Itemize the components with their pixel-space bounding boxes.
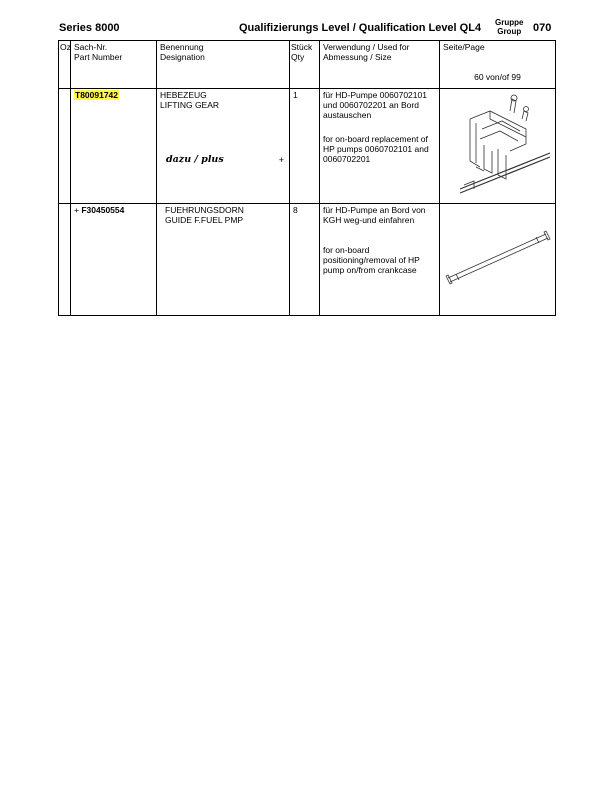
col-designation: [157, 41, 290, 89]
table-header-row: [59, 41, 556, 89]
row-part-number: [71, 204, 157, 316]
col-qty: [290, 41, 320, 89]
page-header: [59, 18, 553, 38]
series-title: Series 8000: [59, 22, 120, 34]
col-page-label: Seite/Page: [443, 42, 485, 52]
part-number[interactable]: F30450554: [81, 205, 125, 215]
row-qty: 8: [290, 204, 320, 316]
guide-pin-drawing-icon: [440, 204, 554, 314]
col-page: [440, 41, 556, 89]
row-oz: [59, 204, 71, 316]
row-usage: [320, 89, 440, 204]
row-usage: [320, 204, 440, 316]
usage-en: for on-board replacement of HP pumps 0060702101 and 0060702201: [323, 134, 429, 164]
row-image: [440, 204, 556, 316]
row-oz: [59, 89, 71, 204]
col-desig-en: Designation: [160, 52, 205, 62]
lifting-gear-drawing-icon: [440, 89, 554, 202]
part-prefix: +: [74, 205, 79, 215]
row-part-number: [71, 89, 157, 204]
dazu-plus-label: dazu / plus: [166, 154, 224, 165]
group-number: 070: [533, 22, 552, 34]
col-use-en: Abmessung / Size: [323, 52, 392, 62]
group-label: [495, 18, 523, 36]
qualification-level: Qualifizierungs Level / Qualification Level QL4: [239, 22, 482, 34]
col-qty-en: Qty: [291, 52, 305, 62]
usage-de: für HD-Pumpe an Bord von KGH weg-und einfahren: [323, 205, 426, 225]
usage-de: für HD-Pumpe 0060702101 und 0060702201 an Bord austauschen: [323, 90, 427, 120]
group-label-de: Gruppe: [495, 18, 524, 27]
col-part-de: Sach-Nr.: [74, 42, 108, 52]
designation-en: GUIDE F.FUEL PMP: [165, 215, 244, 225]
designation-de: FUEHRUNGSDORN: [165, 205, 244, 215]
usage-en: for on-board positioning/removal of HP pump on/from crankcase: [323, 245, 420, 275]
row-image: [440, 89, 556, 204]
col-desig-de: Benennung: [160, 42, 204, 52]
row-designation: [157, 89, 290, 204]
col-part-en: Part Number: [74, 52, 123, 62]
parts-table: [58, 40, 556, 316]
designation-de: HEBEZEUG: [160, 90, 207, 100]
designation-en: LIFTING GEAR: [160, 100, 220, 110]
col-part-number: [71, 41, 157, 89]
page-count: 60 von/of 99: [474, 72, 521, 82]
col-qty-de: Stück: [291, 42, 313, 52]
row-designation: [157, 204, 290, 316]
group-label-en: Group: [497, 27, 522, 36]
row-qty: 1: [290, 89, 320, 204]
table-row: [59, 89, 556, 204]
table-row: [59, 204, 556, 316]
col-use-de: Verwendung / Used for: [323, 42, 410, 52]
col-usage: [320, 41, 440, 89]
dazu-plus-note: [160, 155, 286, 175]
col-oz: Oz: [59, 41, 71, 89]
part-number-highlight[interactable]: T80091742: [75, 90, 119, 100]
plus-icon: +: [278, 155, 284, 165]
